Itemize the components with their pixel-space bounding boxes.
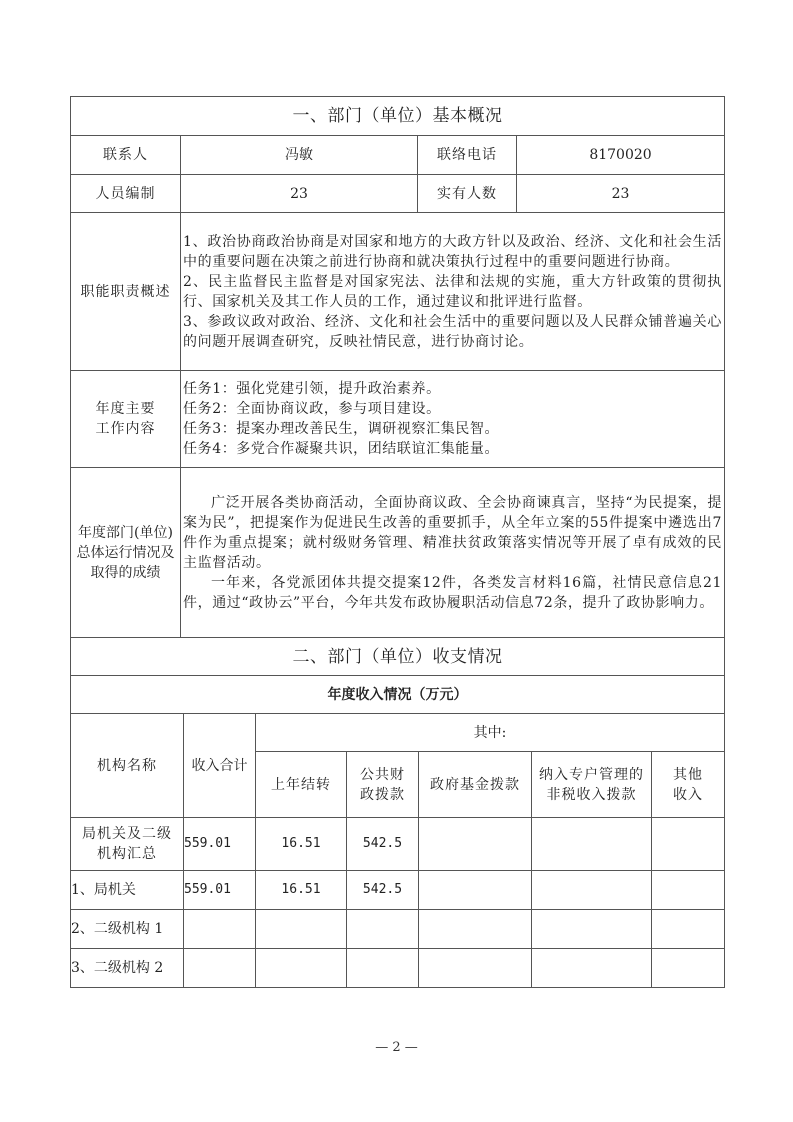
table-row — [71, 871, 725, 910]
row-nontax — [532, 871, 652, 910]
duty-item: 1、政治协商政治协商是对国家和地方的大政方针以及政治、经济、文化和社会生活中的重要问题在决策之前进行协商和就决策执行过程中的重要问题进行协商。 — [183, 233, 722, 270]
duty-item: 2、民主监督民主监督是对国家宪法、法律和法规的实施，重大方针政策的贯彻执行、国家机关及其工作人员的工作，通过建议和批评进行监督。 — [183, 273, 722, 310]
task-item: 任务1：强化党建引领，提升政治素养。 — [183, 381, 441, 397]
row-carryover: 16.51 — [256, 818, 347, 871]
row-name: 1、局机关 — [71, 871, 184, 910]
header-other — [652, 752, 725, 818]
header-gov-fund: 政府基金拨款 — [419, 752, 532, 818]
phone-label: 联络电话 — [418, 136, 517, 175]
header-nontax-line: 纳入专户管理的 — [539, 766, 644, 783]
task-item: 任务2：全面协商议政，参与项目建设。 — [183, 401, 441, 417]
duties-content — [181, 213, 725, 371]
table-row — [71, 949, 725, 988]
header-fiscal — [347, 752, 419, 818]
row-carryover: 16.51 — [256, 871, 347, 910]
actual-staff-value: 23 — [517, 175, 725, 213]
row-gov-fund — [419, 818, 532, 871]
row-fiscal: 542.5 — [347, 818, 419, 871]
header-org-name: 机构名称 — [71, 714, 184, 818]
header-nontax-line: 非税收入拨款 — [546, 786, 637, 803]
row-nontax — [532, 910, 652, 949]
header-nontax — [532, 752, 652, 818]
row-fiscal — [347, 910, 419, 949]
table-row — [71, 818, 725, 871]
tasks-label-line: 年度主要 — [95, 401, 156, 417]
basic-info-table — [70, 96, 725, 638]
income-subtitle: 年度收入情况（万元） — [71, 676, 725, 714]
row-other — [652, 818, 725, 871]
results-paragraph: 一年来，各党派团体共提交提案12件，各类发言材料16篇，社情民意信息21件，通过“政协云”平台，今年共发布政协履职活动信息72条，提升了政协影响力。 — [183, 574, 722, 611]
duties-label: 职能职责概述 — [71, 213, 181, 371]
phone-value: 8170020 — [517, 136, 725, 175]
row-carryover — [256, 949, 347, 988]
section1-title: 一、部门（单位）基本概况 — [71, 97, 725, 136]
results-content — [181, 468, 725, 638]
results-label-line: 总体运行情况及 — [76, 544, 175, 561]
row-carryover — [256, 910, 347, 949]
tasks-label — [71, 371, 181, 468]
row-name-line: 局机关及二级 — [82, 826, 172, 842]
table-row — [71, 910, 725, 949]
row-total — [184, 949, 256, 988]
staff-quota-label: 人员编制 — [71, 175, 181, 213]
header-fiscal-line: 公共财 — [360, 766, 405, 783]
row-other — [652, 871, 725, 910]
contact-value: 冯敏 — [181, 136, 418, 175]
row-fiscal: 542.5 — [347, 871, 419, 910]
results-paragraph: 广泛开展各类协商活动，全面协商议政、全会协商谏真言，坚持“为民提案，提案为民”，把提案作为促进民生改善的重要抓手，从全年立案的55件提案中遴选出7件作为重点提案；就村级财务管理、精准扶贫政策落实情况等开展了卓有成效的民主监督活动。 — [183, 494, 722, 571]
row-name — [71, 818, 184, 871]
row-other — [652, 910, 725, 949]
row-gov-fund — [419, 910, 532, 949]
contact-label: 联系人 — [71, 136, 181, 175]
tasks-content — [181, 371, 725, 468]
staff-quota-value: 23 — [181, 175, 418, 213]
header-of-which: 其中: — [256, 714, 725, 752]
header-other-line: 收入 — [673, 786, 703, 803]
row-total: 559.01 — [184, 818, 256, 871]
results-label-line: 取得的成绩 — [90, 564, 161, 581]
row-gov-fund — [419, 949, 532, 988]
results-label-line: 年度部门(单位) — [78, 524, 173, 541]
row-fiscal — [347, 949, 419, 988]
row-name-line: 机构汇总 — [97, 846, 157, 862]
header-total: 收入合计 — [184, 714, 256, 818]
header-fiscal-line: 政拨款 — [360, 786, 405, 803]
row-gov-fund — [419, 871, 532, 910]
results-label — [71, 468, 181, 638]
row-name: 3、二级机构 2 — [71, 949, 184, 988]
tasks-label-line: 工作内容 — [95, 421, 156, 437]
task-item: 任务3：提案办理改善民生，调研视察汇集民智。 — [183, 421, 500, 437]
income-table — [70, 637, 725, 988]
section2-title: 二、部门（单位）收支情况 — [71, 638, 725, 676]
row-total — [184, 910, 256, 949]
header-carryover: 上年结转 — [256, 752, 347, 818]
row-other — [652, 949, 725, 988]
row-nontax — [532, 818, 652, 871]
page-number: — 2 — — [375, 1040, 418, 1055]
row-nontax — [532, 949, 652, 988]
row-name: 2、二级机构 1 — [71, 910, 184, 949]
header-other-line: 其他 — [673, 766, 703, 783]
row-total: 559.01 — [184, 871, 256, 910]
actual-staff-label: 实有人数 — [418, 175, 517, 213]
duty-item: 3、参政议政对政治、经济、文化和社会生活中的重要问题以及人民群众铺普遍关心的问题开展调查研究，反映社情民意，进行协商讨论。 — [183, 313, 722, 350]
task-item: 任务4：多党合作凝聚共识，团结联谊汇集能量。 — [183, 441, 500, 457]
